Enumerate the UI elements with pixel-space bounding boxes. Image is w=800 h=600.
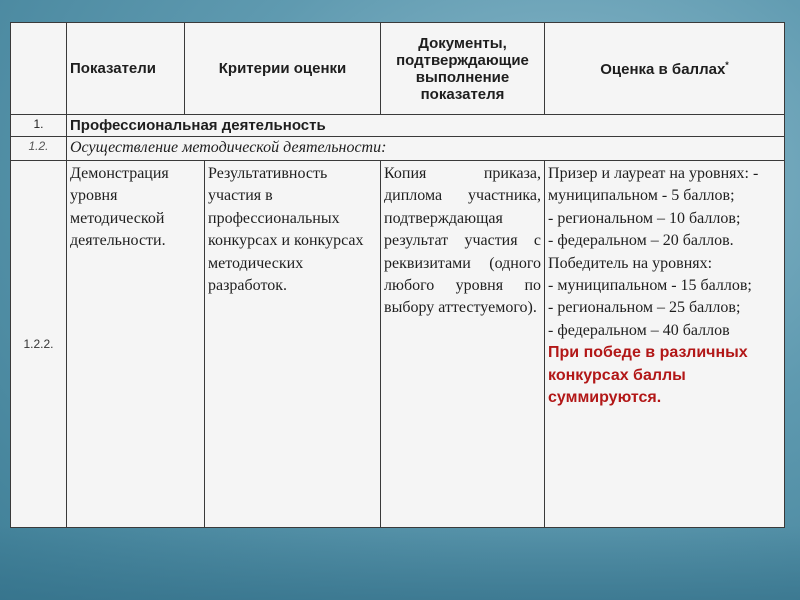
evaluation-criteria-table [10, 22, 785, 528]
header-score-footnote-mark: * [725, 59, 729, 70]
score-line: - региональном – 10 баллов; [548, 209, 741, 227]
subsection-number: 1.2. [11, 137, 67, 161]
row-number: 1.2.2. [11, 161, 67, 528]
row-criterion: Результативность участия в профессиональных конкурсах и конкурсах методических разработок. [205, 161, 381, 528]
row-documents: Копия приказа, диплома участника, подтверждающая результат участия с реквизитами (одного любого уровня по выбору аттестуемого). [381, 161, 545, 528]
score-summation-note: При победе в различных конкурсах баллы суммируются. [548, 344, 748, 407]
row-indicator: Демонстрация уровня методической деятельности. [67, 161, 205, 528]
section-number: 1. [11, 115, 67, 137]
criteria-row [11, 161, 785, 528]
subsection-row [11, 137, 785, 161]
score-line: - федеральном – 40 баллов [548, 321, 730, 339]
score-line: - региональном – 25 баллов; [548, 299, 741, 317]
slide-background-band [0, 525, 800, 600]
section-row [11, 115, 785, 137]
header-score [545, 23, 785, 115]
score-line: - федеральном – 20 баллов. [548, 232, 734, 250]
score-line: Победитель на уровнях: [548, 254, 713, 272]
score-line: Призер и лауреат на уровнях: - муниципальном - 5 баллов; [548, 165, 759, 205]
header-row [11, 23, 785, 115]
subsection-title: Осуществление методической деятельности: [67, 137, 785, 161]
score-line: - муниципальном - 15 баллов; [548, 277, 752, 295]
section-title: Профессиональная деятельность [67, 115, 785, 137]
row-score [545, 161, 785, 528]
header-criteria: Критерии оценки [185, 23, 381, 115]
header-score-label: Оценка в баллах [600, 60, 726, 78]
header-number [11, 23, 67, 115]
header-indicators: Показатели [67, 23, 185, 115]
header-documents: Документы, подтверждающие выполнение показателя [381, 23, 545, 115]
